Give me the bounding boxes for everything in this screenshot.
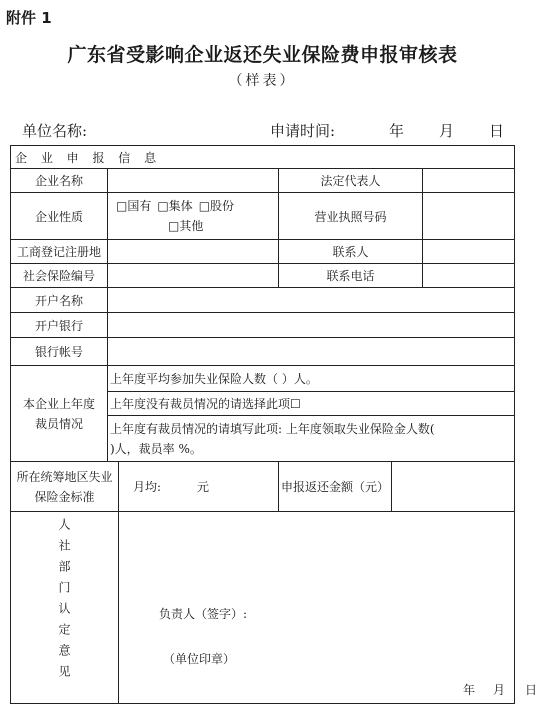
license-no-value[interactable] <box>423 193 515 240</box>
insurance-no-label: 社会保险编号 <box>11 264 108 288</box>
layoff-no-layoff-option[interactable]: 上年度没有裁员情况的请选择此项☐ <box>108 392 515 416</box>
unit-name-label: 单位名称: <box>22 122 88 140</box>
layoff-details-line2: )人，裁员率 %。 <box>110 441 202 456</box>
reg-place-label: 工商登记注册地 <box>11 240 108 264</box>
opinion-content[interactable] <box>119 512 537 704</box>
refund-amount-label: 申报返还金额（元） <box>279 462 392 512</box>
form-subtitle: （样表） <box>228 73 297 89</box>
region-standard-label: 所在统筹地区失业保险金标准 <box>11 462 119 512</box>
reg-place-value[interactable] <box>108 240 279 264</box>
account-name-label: 开户名称 <box>11 288 108 313</box>
opinion-label-cell <box>11 512 119 704</box>
option-other[interactable]: □其他 <box>168 219 204 233</box>
account-no-label: 银行帐号 <box>11 338 108 366</box>
layoff-details-line1: 上年度有裁员情况的请填写此项: 上年度领取失业保险金人数( <box>110 421 435 436</box>
insurance-no-value[interactable] <box>108 264 279 288</box>
monthly-label: 月均: <box>133 480 162 494</box>
refund-amount-value[interactable] <box>392 462 515 512</box>
section-title: 企 业 申 报 信 息 <box>11 146 515 169</box>
layoff-details[interactable] <box>108 416 515 462</box>
opinion-label: 人社部门认定意见 <box>57 518 71 686</box>
option-joint-stock[interactable]: □股份 <box>198 199 235 213</box>
form-title: 广东省受影响企业返还失业保险费申报审核表 <box>67 44 458 66</box>
company-type-label: 企业性质 <box>11 193 108 240</box>
yuan-label: 元 <box>197 480 210 494</box>
license-no-label: 营业执照号码 <box>279 193 423 240</box>
company-name-label: 企业名称 <box>11 169 108 193</box>
layoff-label: 本企业上年度裁员情况 <box>11 366 108 462</box>
apply-time-label: 申请时间: <box>270 122 336 140</box>
opinion-month-label: 月 <box>493 683 506 697</box>
legal-rep-value[interactable] <box>423 169 515 193</box>
account-no-value[interactable] <box>108 338 515 366</box>
signer-label: 负责人（签字）: <box>159 607 248 621</box>
bank-label: 开户银行 <box>11 313 108 338</box>
apply-year-label: 年 <box>389 122 405 140</box>
bank-value[interactable] <box>108 313 515 338</box>
contact-value[interactable] <box>423 240 515 264</box>
apply-month-label: 月 <box>439 122 455 140</box>
apply-day-label: 日 <box>489 122 505 140</box>
contact-label: 联系人 <box>279 240 423 264</box>
phone-value[interactable] <box>423 264 515 288</box>
company-type-options[interactable] <box>108 193 279 240</box>
phone-label: 联系电话 <box>279 264 423 288</box>
opinion-year-label: 年 <box>463 683 476 697</box>
account-name-value[interactable] <box>108 288 515 313</box>
layoff-avg-insured[interactable]: 上年度平均参加失业保险人数（ ）人。 <box>108 366 515 392</box>
company-name-value[interactable] <box>108 169 279 193</box>
monthly-standard-value[interactable] <box>119 462 279 512</box>
annex-label: 附件 1 <box>6 9 52 27</box>
legal-rep-label: 法定代表人 <box>279 169 423 193</box>
option-state-owned[interactable]: □国有 <box>116 199 152 213</box>
seal-label: （单位印章） <box>163 652 236 666</box>
opinion-day-label: 日 <box>525 683 537 697</box>
review-form-table <box>10 145 537 704</box>
option-collective[interactable]: □集体 <box>157 199 193 213</box>
